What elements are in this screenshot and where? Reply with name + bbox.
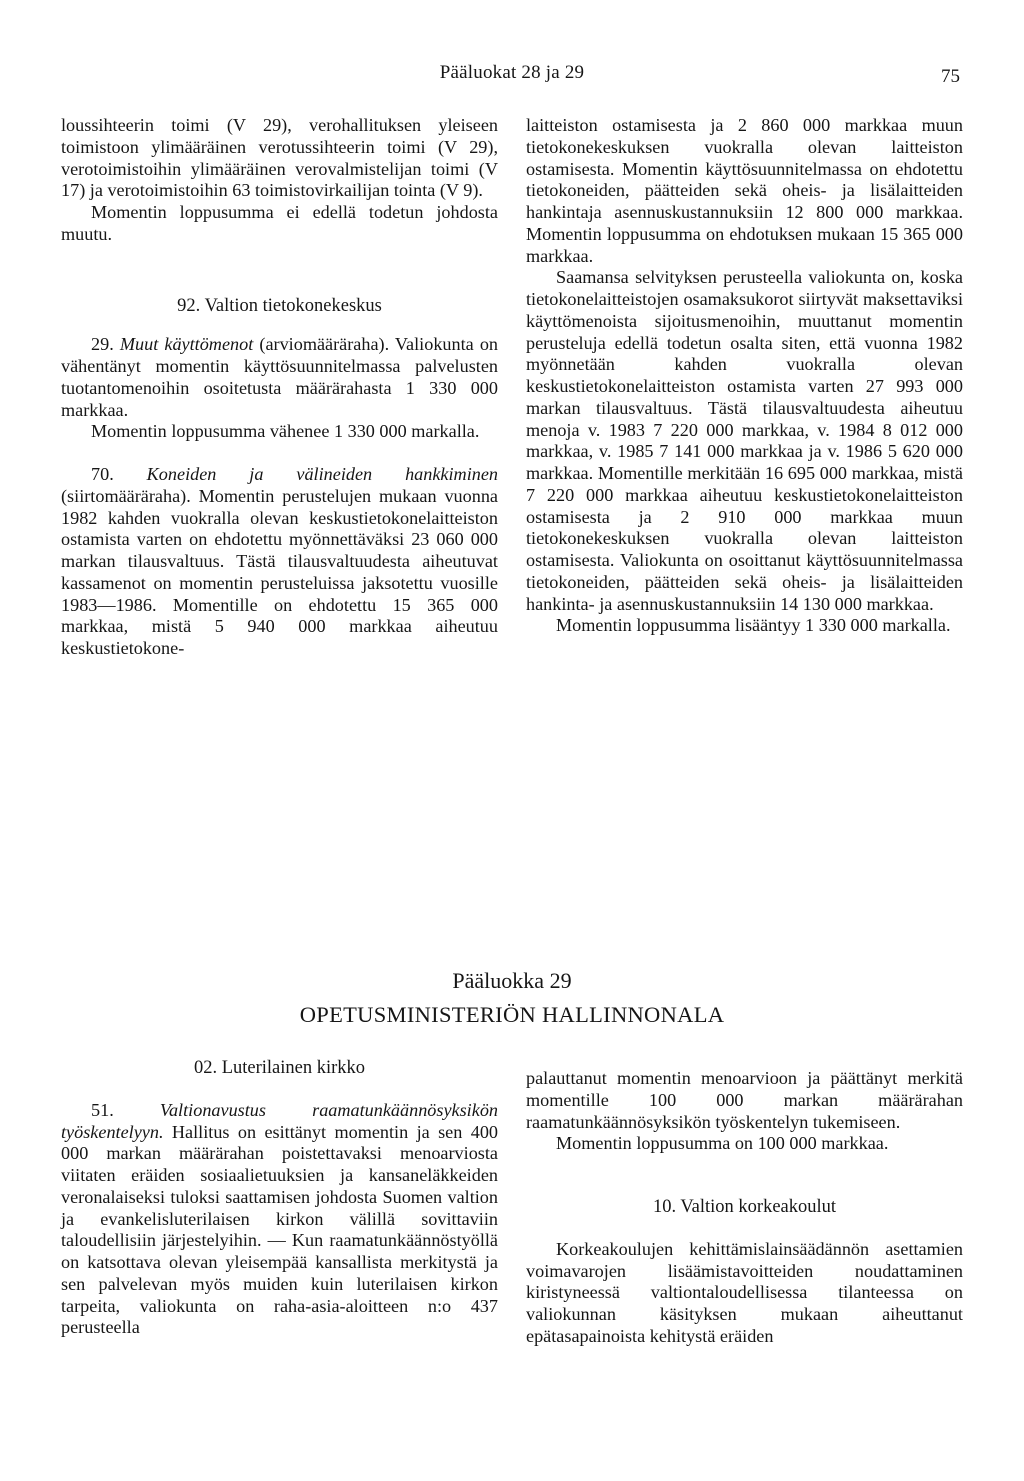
item-title: Muut käyttömenot xyxy=(119,334,254,355)
paragraph: Momentin loppusumma on 100 000 markkaa. xyxy=(556,1133,889,1154)
item-title: Koneiden ja välineiden hankkiminen xyxy=(146,464,499,484)
paragraph: loussihteerin toimi (V 29), verohallituksen yleiseen toimistoon ylimääräinen verotussihteerin toimi (V 29), verotoimistoihin ylimääräinen verovalmistelijan toimi (V 17) ja verotoimistoihin 63 toimistovirkailijan tointa (V 9). xyxy=(61,115,498,201)
paragraph: Momentin loppusumma vähenee 1 330 000 markalla. xyxy=(91,421,480,442)
item-text: Hallitus on esittänyt momentin ja sen 400 000 markan määrärahan poistettavaksi menoarviosta viitaten eräiden sosiaalietuuksien ja kansaneläkkeiden veronalaiseksi tuloksi saattamisen johdosta Suomen valtion ja evankelisluterilaisen kirkon välillä sovittaviin taloudellisiin järjestelyihin. — Kun raamatunkäännöstyöllä on katsottava olevan yleisempää kansallista merkitystä ja sen palvelevan myös muiden kuin luterilaisen kirkon tarpeita, valiokunta on raha-asia-aloitteen n:o 437 perusteella xyxy=(61,1121,499,1338)
paragraph: palauttanut momentin menoarvioon ja päättänyt merkitä momentille 100 000 markan määrärahan raamatunkäännösyksikön työskentelyn tukemiseen. xyxy=(526,1068,963,1132)
chapter-heading: Pääluokka 29 xyxy=(452,968,572,993)
section-heading: 02. Luterilainen kirkko xyxy=(193,1058,366,1078)
page-number: 75 xyxy=(941,66,960,87)
lower-right-column xyxy=(526,1068,963,1348)
item-number: 29. xyxy=(91,334,114,355)
paragraph: Korkeakoulujen kehittämislainsäädännön asettamien voimavarojen lisäämistavoitteiden noudattaminen kiristyneessä valtiontaloudellisessa tilanteessa on valiokunnan käsityksen mukaan aiheuttanut epätasapainoista kehitystä eräiden xyxy=(526,1238,963,1346)
paragraph xyxy=(61,334,498,421)
item-text: (siirtomääräraha). Momentin perustelujen mukaan vuonna 1982 kahden vuokralla olevan keskustietokonelaitteiston ostamista varten on ehdotettu myönnettäväksi 23 060 000 markan tilausvaltuus. Tästä tilausvaltuudesta aiheutuvat kassamenot on momentin perusteluissa jaksotettu vuosille 1983—1986. Momentille on ehdotettu 15 365 000 markkaa, mistä 5 940 000 markkaa aiheutuu keskustietokone- xyxy=(61,485,498,658)
section-heading: 10. Valtion korkeakoulut xyxy=(652,1197,837,1217)
paragraph: Saamansa selvityksen perusteella valiokunta on, koska tietokonelaitteistojen osamaksukorot siirtyvät maksettaviksi käyttömenoista sijoitusmenoihin, muuttanut momentin perusteluja edellä todetun osalta siten, että vuonna 1982 myönnetään kahden vuokralla olevan keskustietokonelaitteiston ostamista varten 27 993 000 markan tilausvaltuus. Tästä tilausvaltuudesta aiheutuu menoja v. 1983 7 220 000 markkaa, v. 1984 8 012 000 markkaa, v. 1985 7 141 000 markkaa ja v. 1986 5 620 000 markkaa. Momentille merkitään 16 695 000 markkaa, mistä 7 220 000 markkaa aiheutuu keskustietokonelaitteiston ostamisesta ja 2 910 000 markkaa muun tietokonekeskuksen vuokralla olevan laitteiston ostamisesta. Valiokunta on osoittanut käyttösuunnitelmassa tietokoneiden, päätteiden sekä oheis- ja lisälaitteiden hankinta- ja asennuskustannuksiin 14 130 000 markkaa. xyxy=(526,267,963,614)
item-number: 70. xyxy=(91,464,114,484)
paragraph: Momentin loppusumma lisääntyy 1 330 000 markalla. xyxy=(556,615,951,636)
upper-right-column xyxy=(526,115,963,637)
item-title: Valtionavustus raamatunkäännösyksikön työskentelyyn. xyxy=(61,1099,498,1142)
running-header: Pääluokat 28 ja 29 xyxy=(439,62,585,83)
section-heading: 92. Valtion tietokonekeskus xyxy=(177,295,382,316)
item-text: (arviomääräraha). Valiokunta on vähentänyt momentin käyttösuunnitelmassa palvelusten tuotantomenoihin osoitetusta määrärahasta 1 330 000 markkaa. xyxy=(61,334,499,420)
chapter-title: OPETUSMINISTERIÖN HALLINNONALA xyxy=(299,1002,725,1027)
upper-left-column xyxy=(61,115,498,660)
lower-left-column xyxy=(61,1058,498,1339)
paragraph: Momentin loppusumma ei edellä todetun johdosta muutu. xyxy=(61,202,498,244)
paragraph: laitteiston ostamisesta ja 2 860 000 markkaa muun tietokonekeskuksen vuokralla olevan laitteiston ostamisesta. Momentin käyttösuunnitelmassa on ehdotettu tietokoneiden, päätteiden sekä oheis- ja lisälaitteiden hankintaja asennuskustannuksiin 12 800 000 markkaa. Momentin loppusumma on ehdotuksen mukaan 15 365 000 markkaa. xyxy=(526,115,963,266)
paragraph xyxy=(61,464,498,660)
item-number: 51. xyxy=(91,1099,114,1120)
paragraph xyxy=(61,1100,498,1339)
